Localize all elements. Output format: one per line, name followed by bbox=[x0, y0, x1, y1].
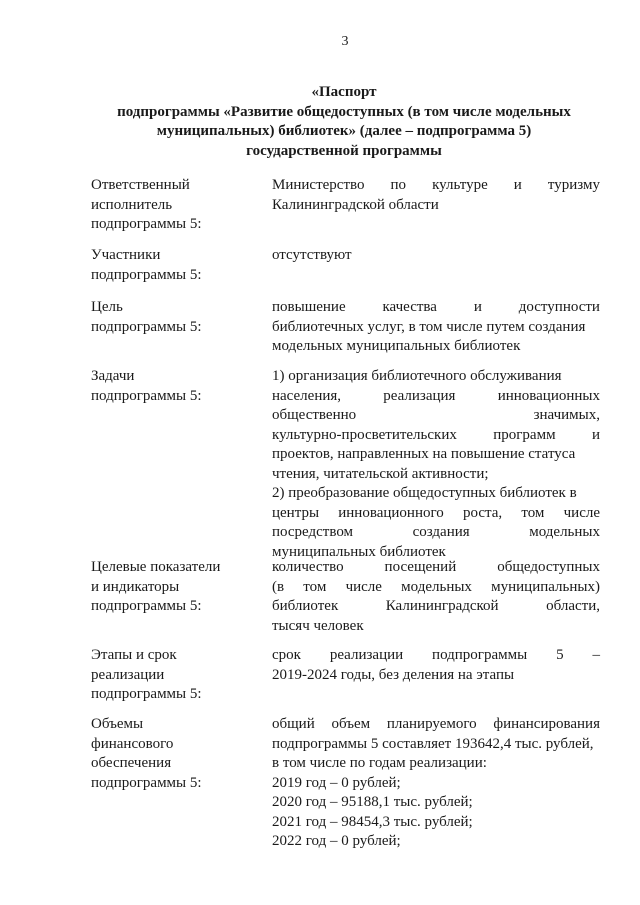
row-value bbox=[272, 715, 600, 852]
row-label-line: Этапы и срок bbox=[91, 647, 177, 663]
row-label bbox=[91, 558, 251, 617]
row-value-line: отсутствуют bbox=[272, 247, 352, 263]
row-value-line: чтения, читательской активности; bbox=[272, 465, 489, 482]
row-value bbox=[272, 558, 600, 636]
value-word: общественно bbox=[272, 407, 357, 423]
row-label-line: исполнитель bbox=[91, 196, 173, 213]
row-value-line bbox=[272, 558, 600, 578]
value-word: инновационного bbox=[338, 504, 444, 521]
row-value-line bbox=[272, 406, 600, 426]
row-value-line: муниципальных библиотек bbox=[272, 543, 446, 560]
row-value-line: 2022 год – 0 рублей; bbox=[272, 833, 401, 849]
row-value-line: 2021 год – 98454,3 тыс. рублей; bbox=[272, 813, 473, 830]
value-word: и bbox=[473, 299, 482, 315]
value-word: реализации bbox=[329, 647, 404, 663]
row-value-line bbox=[272, 176, 600, 196]
row-value-line bbox=[272, 578, 600, 598]
value-word: роста, bbox=[462, 504, 503, 521]
row-value-line: 2) преобразование общедоступных библиотек в bbox=[272, 485, 577, 501]
row-value-line: 2019 год – 0 рублей; bbox=[272, 774, 401, 791]
row-label bbox=[91, 367, 251, 406]
row-value-line bbox=[272, 597, 600, 617]
row-value-line bbox=[272, 387, 600, 407]
row-value-line: Калининградской области bbox=[272, 196, 439, 213]
value-word: библиотек bbox=[272, 598, 339, 614]
row-label-line: Объемы bbox=[91, 716, 144, 732]
value-word: по bbox=[390, 177, 407, 193]
row-label-line: подпрограммы 5: bbox=[91, 598, 202, 614]
value-word: создания bbox=[412, 524, 470, 540]
row-value-line bbox=[272, 504, 600, 524]
row-value bbox=[272, 246, 600, 266]
value-word: – bbox=[592, 647, 600, 663]
row-label-line: подпрограммы 5: bbox=[91, 266, 202, 283]
value-word: культуре bbox=[432, 177, 488, 193]
row-value bbox=[272, 176, 600, 215]
value-word: населения, bbox=[272, 387, 342, 404]
value-word: центры bbox=[272, 504, 320, 521]
value-word: числе bbox=[345, 578, 382, 595]
row-label-line: Цель bbox=[91, 299, 123, 315]
row-label-line: реализации bbox=[91, 666, 165, 683]
row-value-line bbox=[272, 426, 600, 446]
row-label-line: Задачи bbox=[91, 368, 135, 384]
row-label-line: подпрограммы 5: bbox=[91, 318, 202, 335]
row-label-line: подпрограммы 5: bbox=[91, 387, 202, 404]
value-word: туризму bbox=[547, 177, 600, 193]
value-word: качества bbox=[382, 299, 437, 315]
value-word: Калининградской bbox=[385, 598, 499, 614]
value-word: реализация bbox=[383, 387, 456, 404]
row-label-line: Участники bbox=[91, 247, 161, 263]
row-value-line bbox=[272, 523, 600, 543]
value-word: и bbox=[591, 426, 600, 443]
row-label-line: финансового bbox=[91, 735, 174, 752]
row-value-line bbox=[272, 298, 600, 318]
row-value bbox=[272, 367, 600, 562]
row-label-line: подпрограммы 5: bbox=[91, 216, 202, 232]
value-word: финансирования bbox=[493, 716, 600, 732]
row-label-line: Целевые показатели bbox=[91, 559, 221, 575]
value-word: посещений bbox=[384, 559, 457, 575]
document-title bbox=[80, 83, 608, 161]
title-line-1: «Паспорт bbox=[311, 84, 377, 100]
value-word: доступности bbox=[518, 299, 600, 315]
value-word: культурно-просветительских bbox=[272, 426, 457, 443]
row-value bbox=[272, 646, 600, 685]
row-label bbox=[91, 176, 251, 235]
row-value-line bbox=[272, 715, 600, 735]
row-value-line: 2020 год – 95188,1 тыс. рублей; bbox=[272, 794, 473, 810]
row-value bbox=[272, 298, 600, 357]
value-word: программ bbox=[493, 426, 556, 443]
row-label-line: обеспечения bbox=[91, 755, 172, 771]
row-label bbox=[91, 246, 251, 285]
value-word: количество bbox=[272, 559, 344, 575]
row-value-line: 2019-2024 годы, без деления на этапы bbox=[272, 666, 515, 683]
value-word: объем bbox=[331, 716, 371, 732]
row-value-line: в том числе по годам реализации: bbox=[272, 755, 487, 771]
value-word: повышение bbox=[272, 299, 346, 315]
value-word: общедоступных bbox=[497, 559, 600, 575]
title-line-4: государственной программы bbox=[246, 142, 442, 159]
value-word: модельных bbox=[401, 578, 472, 595]
value-word: и bbox=[513, 177, 522, 193]
row-value-line bbox=[272, 646, 600, 666]
row-value-line: библиотечных услуг, в том числе путем создания bbox=[272, 318, 586, 335]
row-label-line: подпрограммы 5: bbox=[91, 774, 202, 791]
row-value-line: модельных муниципальных библиотек bbox=[272, 338, 521, 354]
row-label-line: подпрограммы 5: bbox=[91, 686, 202, 702]
value-word: муниципальных) bbox=[491, 578, 600, 595]
row-value-line: 1) организация библиотечного обслуживания bbox=[272, 368, 562, 384]
value-word: том bbox=[303, 578, 327, 595]
value-word: том bbox=[521, 504, 545, 521]
title-line-3: муниципальных) библиотек» (далее – подпрограмма 5) bbox=[156, 123, 532, 139]
value-word: инновационных bbox=[497, 387, 600, 404]
page-number: 3 bbox=[341, 34, 349, 49]
value-word: числе bbox=[563, 504, 600, 521]
title-line-2: подпрограммы «Развитие общедоступных (в том числе модельных bbox=[117, 103, 571, 120]
value-word: посредством bbox=[272, 524, 354, 540]
value-word: общий bbox=[272, 716, 315, 732]
value-word: (в bbox=[272, 578, 285, 595]
value-word: Министерство bbox=[272, 177, 365, 193]
row-label bbox=[91, 298, 251, 337]
value-word: 5 bbox=[556, 647, 564, 663]
row-label-line: Ответственный bbox=[91, 177, 190, 193]
value-word: модельных bbox=[529, 524, 600, 540]
row-value-line: подпрограммы 5 составляет 193642,4 тыс. рублей, bbox=[272, 735, 594, 752]
value-word: значимых, bbox=[533, 407, 600, 423]
row-label-line: и индикаторы bbox=[91, 578, 180, 595]
row-label bbox=[91, 715, 251, 793]
row-label bbox=[91, 646, 251, 705]
value-word: области, bbox=[546, 598, 600, 614]
row-value-line: проектов, направленных на повышение статуса bbox=[272, 446, 576, 462]
value-word: подпрограммы bbox=[432, 647, 528, 663]
value-word: срок bbox=[272, 647, 301, 663]
row-value-line: тысяч человек bbox=[272, 617, 364, 634]
value-word: планируемого bbox=[386, 716, 477, 732]
